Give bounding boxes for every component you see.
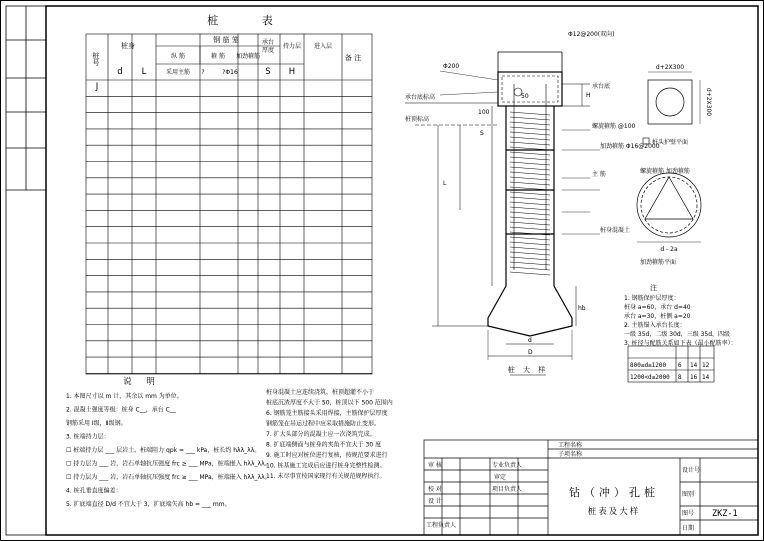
circle-dim: d - 2a: [660, 246, 678, 253]
dim-hb: hb: [578, 305, 586, 312]
label-concrete: 桩身混凝土: [600, 227, 631, 234]
square-caption: 桩头护壁平面: [652, 139, 689, 146]
tb-discipline: 专业负责人: [492, 462, 523, 469]
tb-check: 校 对: [428, 486, 442, 493]
mini-table-cell: 8: [678, 374, 682, 381]
square-dim-v: d+2X300: [705, 87, 712, 117]
drawing-subtitle: 桩表及大样: [587, 507, 641, 517]
note-line: ☐ 持力层为 ___ 岩，岩石单轴抗压强度 frc ≥ ___ MPa，桩端嵌入 hλλ_λλ。: [66, 460, 271, 468]
mini-table-cell: 800≤d≤1200: [630, 362, 667, 369]
detail-notes-title: 注: [650, 284, 657, 292]
label-top-rebar: Φ12@200(双向): [568, 31, 615, 38]
dim-H: H: [586, 92, 591, 99]
circle-top-label: 螺旋箍筋 加劲箍筋: [640, 168, 690, 175]
col-header-cap-2: 厚度: [261, 47, 275, 54]
sub-header-main-val: 采用主筋: [165, 69, 191, 76]
drawing-title: 钻（冲）孔桩: [569, 486, 659, 499]
note-line: ☐ 持力层为 ___ 岩，岩石单轴抗压强度 frc ≥ ___ MPa，桩端嵌入 hλλ_λλ。: [66, 474, 271, 481]
note-line: 钢筋采用 Ⅰ级，Ⅱ级钢。: [66, 420, 127, 427]
note-line: ☐ 桩端持力层 ___ 层岩土，桩端阻力 qpk = ___ kPa，桩长约 hλλ_λλ。: [66, 447, 261, 454]
sub-header-extra: 加劲箍筋: [235, 53, 261, 60]
tb-project-lead: 项目负责人: [492, 486, 523, 493]
label-main-bar: 主 筋: [592, 171, 606, 178]
sub-header-L: L: [141, 67, 147, 77]
tb-date-label: 日期: [682, 525, 695, 532]
dim-100: 100: [478, 109, 490, 116]
dim-d: d: [528, 337, 532, 344]
col-header-layer: 持力层: [282, 43, 302, 50]
tb-design-no-label: 设计号: [682, 467, 701, 474]
col-header-remark: 备 注: [344, 54, 362, 62]
tb-design: 设 计: [428, 498, 442, 505]
tb-project-name: 工程名称: [558, 442, 583, 449]
notes-title: 说 明: [123, 377, 161, 387]
note-line-right: 7. 扩大头部分的混凝土应一次浇筑完成。: [266, 431, 376, 438]
detail-note-line: 1. 钢筋保护层厚度：: [624, 295, 680, 302]
detail-note-line: 承台 a=30，桩侧 a=20: [624, 313, 691, 320]
tb-approve: 审定: [494, 474, 507, 481]
sub-header-phi: ?Φ16: [222, 69, 238, 76]
note-line: 3. 桩端持力层：: [66, 433, 110, 441]
label-pile-top: 桩顶标高: [405, 116, 430, 123]
tb-subproject-name: 子项名称: [558, 451, 583, 458]
note-line-right: 钢筋笼在吊运过程中应采取措施防止变形。: [266, 420, 381, 428]
square-dim-h: d+2X300: [655, 64, 685, 71]
dim-L: L: [443, 180, 447, 187]
mini-table-cell: 12: [702, 362, 710, 369]
sub-header-q: ?: [201, 69, 205, 76]
circle-caption: 加劲箍筋平面: [640, 259, 677, 266]
sub-header-S: S: [265, 67, 271, 77]
note-line-right: 8. 扩底端侧面与桩身的夹角不宜大于 30 度: [266, 441, 382, 449]
note-line-right: 11. 未尽事宜按国家现行有关规范规程执行。: [266, 473, 386, 480]
mini-table-cell: 1200<d≤2000: [630, 374, 670, 381]
sub-header-main: 纵 筋: [171, 53, 185, 60]
col-header-enter: 进入层: [313, 43, 333, 50]
mini-table-cell: 16: [690, 374, 698, 381]
tb-type-label: 图别: [682, 491, 695, 498]
note-line: 2. 混凝土强度等级：桩身 C__，承台 C__: [66, 406, 176, 414]
mini-table-cell: 14: [702, 374, 710, 381]
sub-header-d: d: [117, 67, 123, 77]
detail-note-line: 一级 35d，二级 30d，三级 35d，四级: [624, 331, 731, 338]
drawing-number: ZKZ-1: [712, 509, 738, 519]
col-header-pile-no: 桩号: [92, 52, 100, 66]
label-spiral: 螺旋箍筋 @100: [592, 123, 636, 130]
detail-note-line: 桩身 a=60，承台 d=40: [624, 304, 691, 311]
row-first-pile-no: J: [95, 82, 99, 92]
tb-number-label: 图号: [682, 510, 695, 517]
note-line-right: 6. 钢筋笼主筋接头采用焊接，主筋保护层厚度: [266, 410, 388, 417]
note-line-right: 10. 桩基施工完成后应进行桩身完整性检测。: [266, 462, 386, 470]
mini-table-cell: 14: [690, 362, 698, 369]
note-line-right: 9. 施工时应对桩位进行复核，按规范要求进行: [266, 452, 388, 459]
pile-detail-caption: 桩 大 样: [507, 366, 549, 374]
dim-D: D: [528, 349, 533, 356]
note-line: 4. 桩孔垂直度偏差：: [66, 487, 122, 495]
note-line-right: 桩身混凝土应连续浇筑，桩顶超灌不小于: [266, 389, 375, 396]
table-title: 桩 表: [207, 14, 293, 27]
mini-table-cell: 6: [678, 362, 682, 369]
note-line: 1. 本图尺寸以 m 计，其余以 mm 为单位。: [66, 393, 183, 400]
col-header-cage: 钢 筋 笼: [213, 36, 239, 44]
note-line: 5. 扩底端直径 D/d 不宜大于 3，扩底端矢高 hb = ___ mm。: [66, 501, 231, 508]
label-hook: Φ200: [443, 63, 460, 70]
dim-S: S: [480, 130, 484, 137]
label-50: 50: [521, 93, 529, 100]
note-line-right: 桩底沉渣厚度不大于 50，桩顶以下 500 范围内: [266, 399, 393, 407]
label-stiffener: 加劲箍筋 Φ16@2000: [600, 143, 660, 150]
label-cap-bottom: 承台底标高: [405, 94, 436, 101]
col-header-cap: 承台: [261, 39, 275, 46]
col-header-pile-body: 桩身: [121, 42, 135, 50]
sub-header-stirrup: 箍 筋: [211, 53, 225, 60]
detail-note-line: 2. 主筋锚入承台长度：: [624, 322, 686, 329]
detail-note-line: 3. 桩径与配筋关系如下表（最小配筋率）：: [624, 340, 737, 347]
sub-header-H: H: [288, 67, 296, 77]
tb-review: 审 核: [428, 462, 442, 469]
tb-lead: 工程负责人: [426, 522, 457, 529]
label-cap: 承台底: [592, 83, 611, 90]
